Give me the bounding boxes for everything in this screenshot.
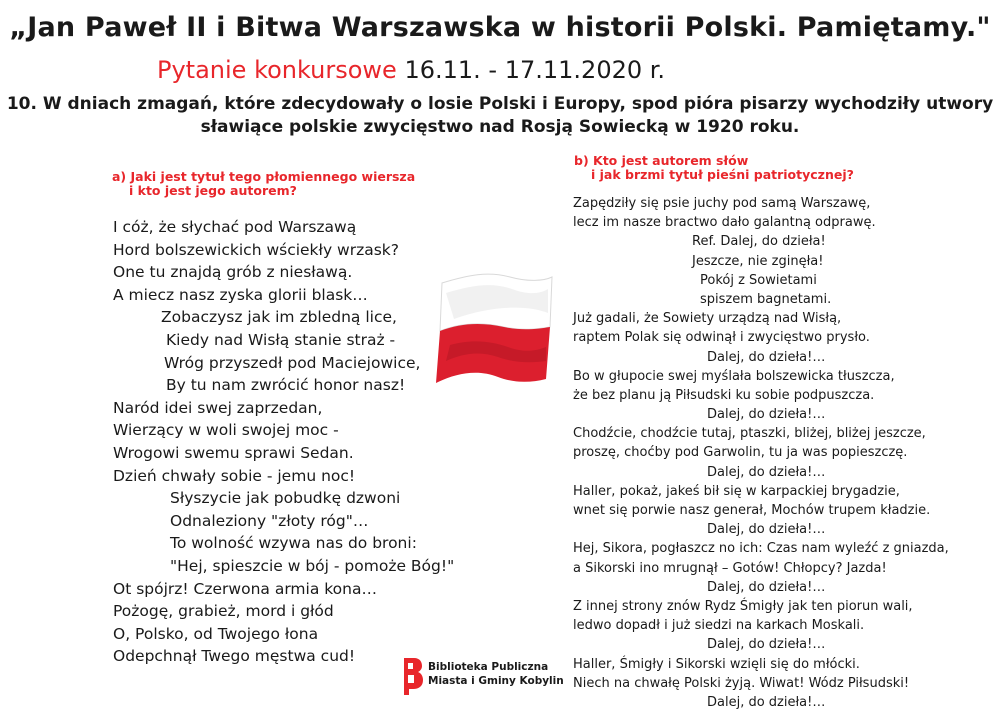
subtitle [157, 56, 665, 84]
poem-b-line: Z innej strony znów Rydz Śmigły jak ten piorun wali, [573, 598, 913, 614]
poem-b-refrain: Pokój z Sowietami [700, 272, 817, 288]
library-logo-line-2: Miasta i Gminy Kobylin [428, 675, 564, 687]
poem-b-line: Chodźcie, chodźcie tutaj, ptaszki, bliżej, bliżej jeszcze, [573, 426, 926, 442]
poem-a-line: One tu znajdą grób z niesławą. [113, 263, 353, 282]
poem-a-line: Dzień chwały sobie - jemu noc! [113, 466, 356, 485]
poem-a-line: Pożogę, grabież, mord i głód [113, 602, 334, 621]
poem-b-refrain: Dalej, do dzieła!… [707, 349, 826, 365]
poem-a-line: A miecz nasz zyska glorii blask… [113, 285, 368, 304]
page-title: „Jan Paweł II i Bitwa Warszawska w historii Polski. Pamiętamy." [9, 12, 991, 43]
poem-a-line: Kiedy nad Wisłą stanie straż - [166, 330, 396, 349]
part-b-question-line-2: i jak brzmi tytuł pieśni patriotycznej? [591, 167, 854, 182]
poem-b-line: raptem Polak się odwinął i zwycięstwo prysło. [573, 330, 870, 346]
poem-b-line: że bez planu ją Piłsudski ku sobie podpuszcza. [573, 387, 875, 403]
poem-a-line: Odnaleziony "złoty róg"… [170, 511, 369, 530]
polish-flag-image [428, 265, 563, 395]
poem-b-refrain: spiszem bagnetami. [700, 291, 832, 307]
main-question [0, 93, 1000, 139]
poem-b-line: Haller, pokaż, jakeś bił się w karpackiej brygadzie, [573, 483, 900, 499]
poem-b-line: lecz im nasze bractwo dało galantną odprawę. [573, 215, 876, 231]
poem-a-line: O, Polsko, od Twojego łona [113, 624, 319, 643]
library-logo-text [428, 660, 564, 688]
library-logo-icon [402, 656, 424, 696]
poem-b-line: Zapędziły się psie juchy pod samą Warszawę, [573, 196, 871, 211]
poem-b-line: Niech na chwałę Polski żyją. Wiwat! Wódz Piłsudski! [573, 675, 910, 691]
subtitle-label: Pytanie konkursowe [157, 56, 397, 84]
poem-b-line: ledwo dopadł i już siedzi na karkach Moskali. [573, 618, 865, 634]
poem-b-refrain: Dalej, do dzieła!… [707, 694, 826, 710]
poem-b-refrain: Jeszcze, nie zginęła! [692, 253, 824, 269]
library-logo [402, 656, 612, 704]
poem-a-line: Wrogowi swemu sprawi Sedan. [113, 443, 354, 462]
poem-b-line: Bo w głupocie swej myślała bolszewicka tłuszcza, [573, 368, 895, 384]
poem-a-line: Wierzący w woli swojej moc - [113, 421, 339, 440]
poem-a-line: I cóż, że słychać pod Warszawą [113, 218, 357, 236]
poem-b-line: Haller, Śmigły i Sikorski wzięli się do młócki. [573, 656, 860, 672]
poem-a-line: Hord bolszewickich wściekły wrzask? [113, 240, 400, 259]
poem-b-refrain: Dalej, do dzieła!… [707, 637, 826, 653]
poem-a-line: Naród idei swej zaprzedan, [113, 398, 323, 417]
poem-a-line: Wróg przyszedł pod Maciejowice, [164, 353, 421, 372]
part-b-question [574, 154, 854, 182]
poem-b-line: proszę, choćby pod Garwolin, tu ja was popieszczę. [573, 445, 908, 461]
part-a-question-line-1: a) Jaki jest tytuł tego płomiennego wiersza [112, 169, 416, 184]
poem-b-line: wnet się porwie nasz generał, Mochów trupem kładzie. [573, 503, 931, 518]
part-b-question-line-1: b) Kto jest autorem słów [574, 153, 749, 168]
poem-a [113, 216, 454, 668]
poem-b-refrain: Dalej, do dzieła!… [707, 464, 826, 480]
library-logo-line-1: Biblioteka Publiczna [428, 661, 549, 673]
poem-b-refrain: Dalej, do dzieła!… [707, 407, 826, 423]
poem-a-line: To wolność wzywa nas do broni: [170, 534, 417, 553]
poem-a-line: Zobaczysz jak im zbledną lice, [161, 308, 397, 327]
question-line-2: sławiące polskie zwycięstwo nad Rosją Sowiecką w 1920 roku. [200, 117, 800, 137]
question-line-1: 10. W dniach zmagań, które zdecydowały o losie Polski i Europy, spod pióra pisarzy wychodziły utwory [6, 94, 994, 114]
poem-b-line: a Sikorski ino mrugnął – Gotów! Chłopcy? Jazda! [573, 560, 887, 576]
poem-b-line: Hej, Sikora, pogłaszcz no ich: Czas nam wyleźć z gniazda, [573, 541, 949, 557]
subtitle-dates: 16.11. - 17.11.2020 r. [396, 56, 666, 84]
poem-b-refrain: Dalej, do dzieła!… [707, 522, 826, 538]
poem-b-line: Już gadali, że Sowiety urządzą nad Wisłą, [573, 311, 842, 327]
poem-a-line: Słyszycie jak pobudkę dzwoni [170, 489, 401, 508]
poem-b-refrain: Dalej, do dzieła!… [707, 579, 826, 595]
poem-a-line: Ot spójrz! Czerwona armia kona… [113, 579, 377, 598]
poem-a-line: "Hej, spieszcie w bój - pomoże Bóg!" [170, 556, 455, 575]
poem-a-line: Odepchnął Twego męstwa cud! [113, 647, 356, 666]
poem-b [573, 194, 949, 712]
poem-a-line: By tu nam zwrócić honor nasz! [166, 376, 406, 395]
part-a-question-line-2: i kto jest jego autorem? [129, 183, 297, 198]
poem-b-refrain: Ref. Dalej, do dzieła! [692, 234, 826, 250]
part-a-question [112, 170, 415, 198]
